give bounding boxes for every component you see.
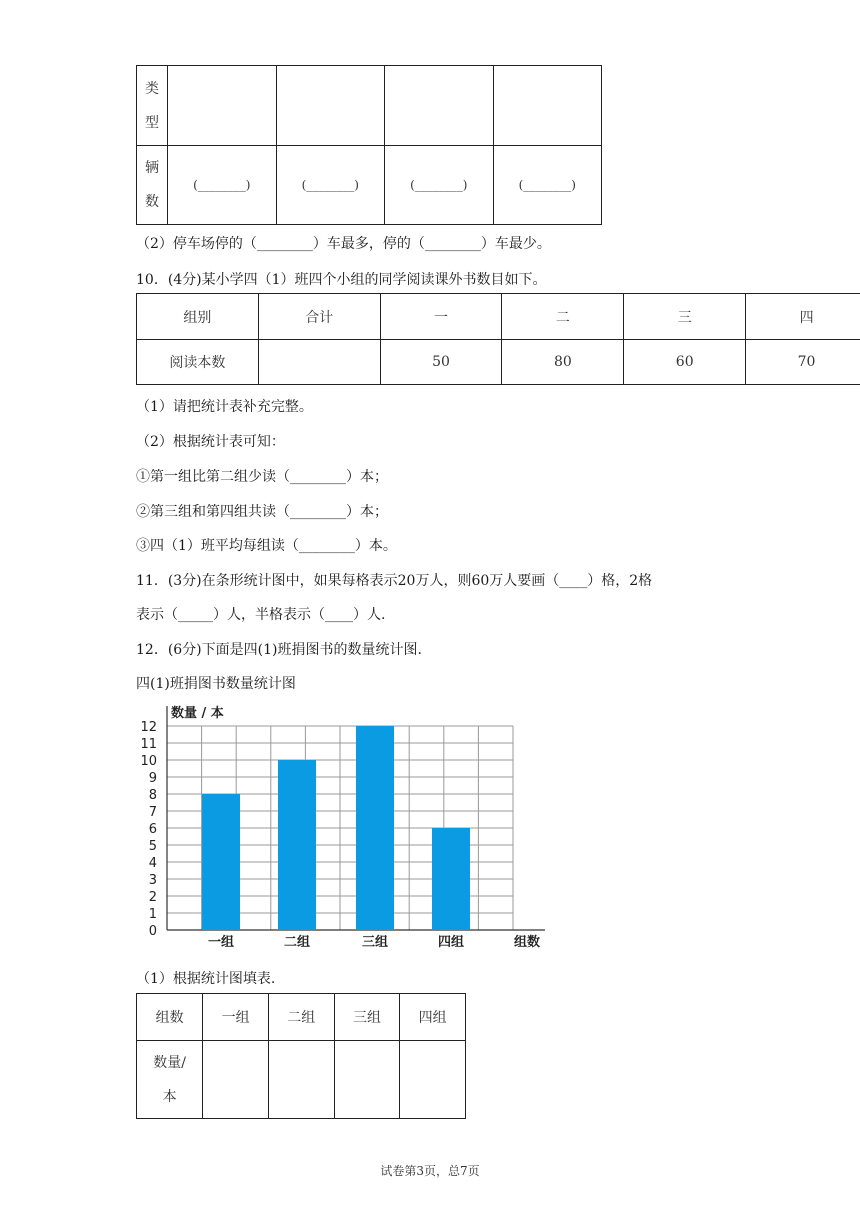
x-tick-label: 四组 <box>437 935 465 950</box>
count-blank-cell[interactable]: (________) <box>493 146 602 225</box>
reading-header-cell: 组别 <box>137 294 259 340</box>
x-axis-label: 组数 <box>513 935 541 950</box>
y-tick-label: 10 <box>140 754 157 769</box>
y-tick-label: 8 <box>148 788 157 803</box>
q9-part2: （2）停车场停的（________）车最多，停的（________）车最少。 <box>136 236 551 252</box>
y-tick-label: 4 <box>148 856 157 871</box>
y-tick-label: 7 <box>148 805 157 820</box>
bar <box>356 726 394 930</box>
q10-sub1: （1）请把统计表补充完整。 <box>136 399 313 415</box>
group-header-cell: 四组 <box>400 994 466 1041</box>
page-footer: 试卷第3页，总7页 <box>380 1164 480 1178</box>
y-tick-label: 5 <box>148 839 157 854</box>
x-tick-label: 二组 <box>283 935 311 950</box>
group-value-cell[interactable] <box>203 1041 269 1119</box>
reading-header-cell: 四 <box>746 294 860 340</box>
reading-row-label: 阅读本数 <box>137 340 259 385</box>
q12-sub1: （1）根据统计图填表. <box>136 971 276 987</box>
q10-item-a: ①第一组比第二组少读（________）本； <box>136 469 388 485</box>
y-tick-label: 2 <box>148 890 157 905</box>
count-blank-cell[interactable]: (________) <box>385 146 494 225</box>
bar <box>432 828 470 930</box>
type-cell[interactable] <box>493 66 602 146</box>
count-blank-cell[interactable]: (________) <box>168 146 277 225</box>
bar <box>278 760 316 930</box>
group-header-cell: 三组 <box>334 994 400 1041</box>
count-header-label: 辆数 <box>145 160 159 210</box>
reading-table <box>136 293 860 385</box>
group-row-label <box>137 1041 203 1119</box>
reading-value-cell: 50 <box>380 340 502 385</box>
y-axis-label: 数量 / 本 <box>171 706 224 721</box>
x-tick-label: 三组 <box>361 935 389 950</box>
reading-value-cell: 80 <box>502 340 624 385</box>
q10-item-b: ②第三组和第四组共读（________）本； <box>136 504 388 520</box>
type-cell[interactable] <box>276 66 385 146</box>
type-header-cell <box>137 66 168 146</box>
group-header-cell: 组数 <box>137 994 203 1041</box>
group-value-cell[interactable] <box>400 1041 466 1119</box>
reading-header-cell: 二 <box>502 294 624 340</box>
count-blank-cell[interactable]: (________) <box>276 146 385 225</box>
q12-title: 12．(6分)下面是四(1)班捐图书的数量统计图. <box>136 642 422 658</box>
x-tick-label: 一组 <box>207 935 235 950</box>
group-header-cell: 二组 <box>268 994 334 1041</box>
y-tick-label: 11 <box>140 737 157 752</box>
y-tick-label: 3 <box>148 873 157 888</box>
q10-item-c: ③四（1）班平均每组读（________）本。 <box>136 538 397 554</box>
reading-header-cell: 合计 <box>258 294 380 340</box>
vehicle-table <box>136 65 602 225</box>
group-header-cell: 一组 <box>203 994 269 1041</box>
y-tick-label: 6 <box>148 822 157 837</box>
y-tick-label: 9 <box>148 771 157 786</box>
count-header-cell <box>137 146 168 225</box>
y-tick-label: 1 <box>148 907 157 922</box>
bar <box>202 794 240 930</box>
book-donation-bar-chart <box>135 700 565 955</box>
reading-total-cell[interactable] <box>258 340 380 385</box>
type-header-label: 类型 <box>145 80 159 131</box>
q12-chart-title: 四(1)班捐图书数量统计图 <box>136 676 296 692</box>
reading-value-cell: 60 <box>624 340 746 385</box>
type-cell[interactable] <box>385 66 494 146</box>
group-row-label-text: 数量/本 <box>153 1054 186 1105</box>
q11-line1: 11．(3分)在条形统计图中，如果每格表示20万人，则60万人要画（____）格，2格 <box>136 573 653 589</box>
q10-sub2: （2）根据统计表可知： <box>136 434 285 450</box>
q10-title: 10．(4分)某小学四（1）班四个小组的同学阅读课外书数目如下。 <box>136 272 547 288</box>
group-value-cell[interactable] <box>334 1041 400 1119</box>
reading-header-cell: 三 <box>624 294 746 340</box>
y-tick-label: 12 <box>140 720 157 735</box>
q11-line2: 表示（_____）人，半格表示（____）人. <box>136 607 386 623</box>
type-cell[interactable] <box>168 66 277 146</box>
y-tick-label: 0 <box>148 924 157 939</box>
reading-value-cell: 70 <box>746 340 860 385</box>
group-fill-table <box>136 993 466 1119</box>
group-value-cell[interactable] <box>268 1041 334 1119</box>
reading-header-cell: 一 <box>380 294 502 340</box>
